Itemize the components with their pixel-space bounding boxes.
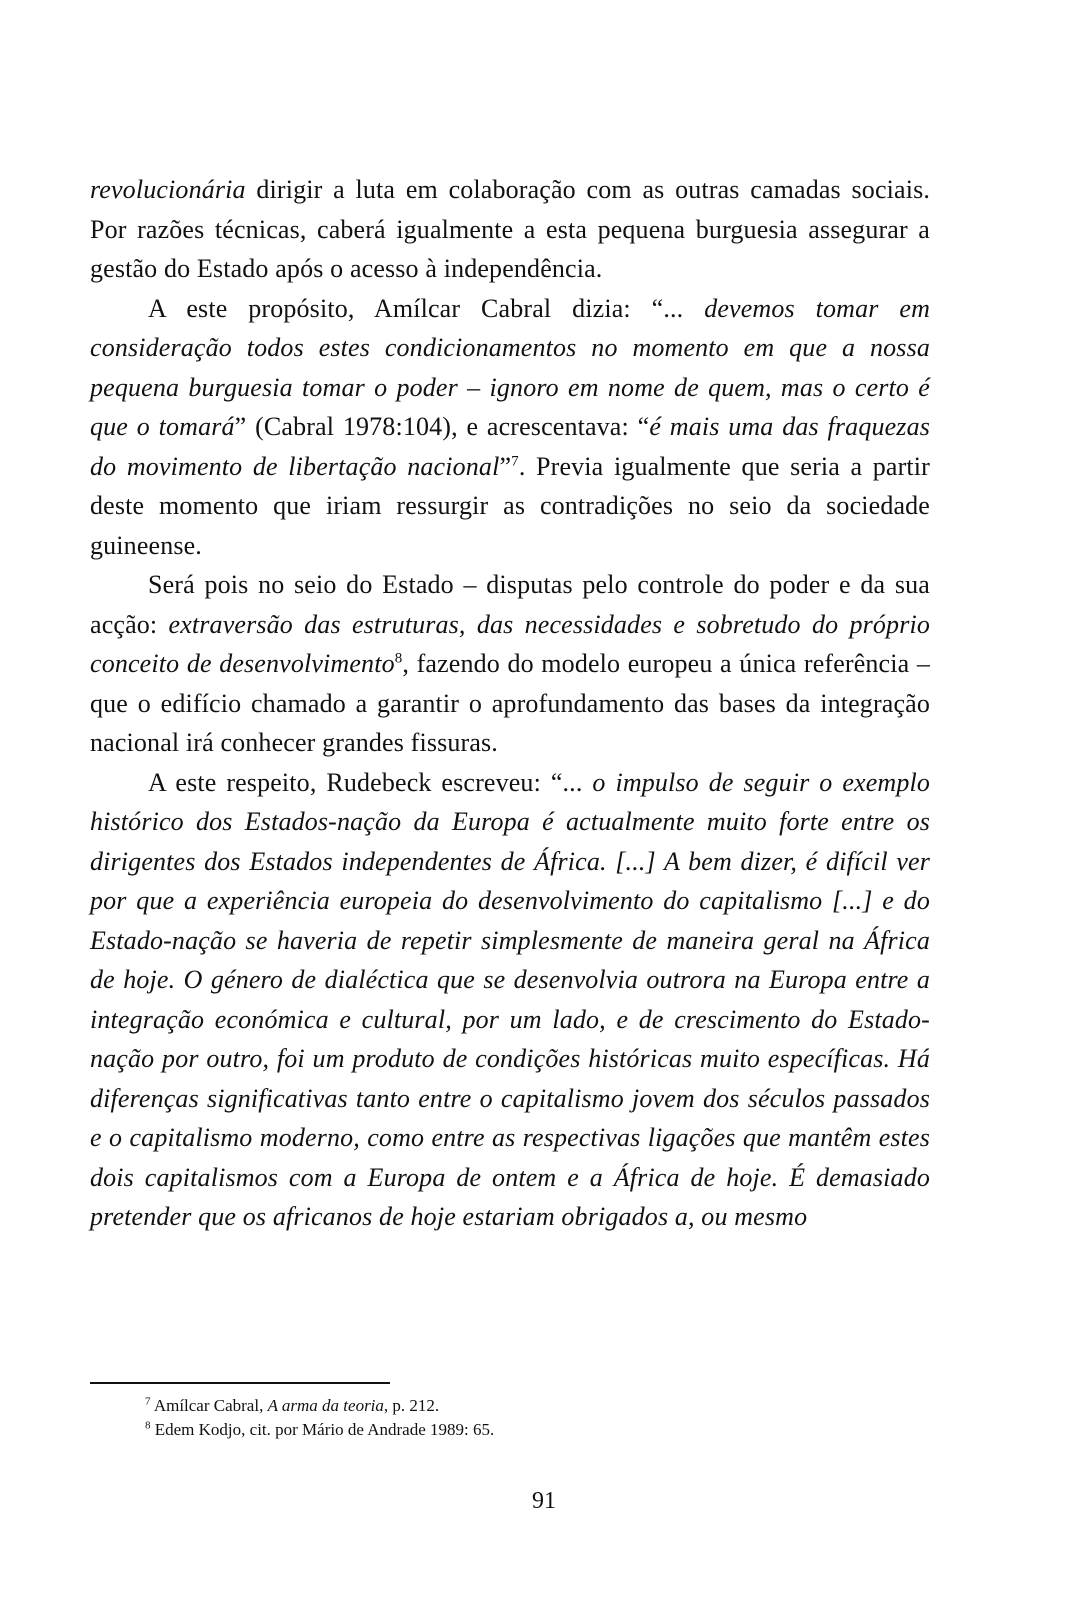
page-number: 91 bbox=[532, 1488, 556, 1514]
paragraph bbox=[90, 763, 930, 1237]
paragraph bbox=[90, 289, 930, 566]
footnote-italic-text: A arma da teoria bbox=[267, 1396, 384, 1415]
paragraph-text: ” (Cabral 1978:104), e acrescentava: “ bbox=[234, 412, 650, 441]
paragraph-text: A este respeito, Rudebeck escreveu: “... bbox=[148, 767, 593, 797]
paragraph-italic-text: o impulso de seguir o exemplo histórico dos Estados-nação da Europa é actualmente muito forte entre os dirigentes dos Estados independentes de África. [...] A bem dizer, é difícil ver por que a experiência europeia do desenvolvimento do capitalismo [...] e do Estado-nação se haveria de repetir simplesmente de maneira geral na África de hoje. O género de dialéctica que se desenvolvia outrora na Europa entre a integração económica e cultural, por um lado, e de crescimento do Estado-nação por outro, foi um produto de condições históricas muito específicas. Há diferenças significativas tanto entre o capitalismo jovem dos séculos passados e o capitalismo moderno, como entre as respectivas ligações que mantêm estes dois capitalismos com a Europa de ontem e a África de hoje. É demasiado pretender que os africanos de hoje estariam obrigados a, ou mesmo bbox=[90, 767, 930, 1231]
paragraph-italic-text: devemos tomar em consideração todos estes condicionamentos no momento em que a nossa pequena burguesia tomar o poder – ignoro em nome de quem, mas o certo é que o tomará bbox=[90, 293, 930, 441]
paragraph-text: ” bbox=[499, 451, 512, 481]
footnote-divider bbox=[90, 1382, 390, 1384]
footnote-text: Edem Kodjo, cit. por Mário de Andrade 1989: 65. bbox=[154, 1420, 495, 1439]
footnote-ref: 8 bbox=[394, 650, 403, 667]
paragraph-text: , fazendo do modelo europeu a única referência – que o edifício chamado a garantir o aprofundamento das bases da integração nacional irá conhecer grandes fissuras. bbox=[90, 649, 930, 757]
footnote bbox=[145, 1418, 845, 1442]
footnote-ref: 7 bbox=[511, 452, 519, 469]
paragraph-italic-text: extraversão das estruturas, das necessidades e sobretudo do próprio conceito de desenvolvimento bbox=[90, 609, 930, 678]
paragraph-text: Será pois no seio do Estado – disputas pelo controle do poder e da sua acção: bbox=[90, 570, 930, 639]
paragraph-text: A este propósito, Amílcar Cabral dizia: “... bbox=[148, 293, 705, 323]
footnote-number: 7 bbox=[145, 1395, 151, 1408]
page-body bbox=[90, 170, 930, 1237]
paragraph-italic-text: é mais uma das fraquezas do movimento de libertação nacional bbox=[90, 412, 930, 481]
paragraph-text: dirigir a luta em colaboração com as outras camadas sociais. Por razões técnicas, caberá igualmente a esta pequena burguesia assegurar a gestão do Estado após o acesso à independência. bbox=[90, 175, 930, 283]
footnotes bbox=[145, 1394, 845, 1442]
paragraph bbox=[90, 170, 930, 289]
paragraph-text: . Previa igualmente que seria a partir deste momento que iriam ressurgir as contradições no seio da sociedade guineense. bbox=[90, 451, 930, 560]
footnote-text: Amílcar Cabral, bbox=[153, 1396, 268, 1415]
footnote-text: , p. 212. bbox=[383, 1396, 440, 1415]
paragraph-italic-text: revolucionária bbox=[90, 175, 246, 204]
footnote-number: 8 bbox=[145, 1419, 151, 1432]
paragraph bbox=[90, 565, 930, 763]
footnote bbox=[145, 1394, 845, 1418]
